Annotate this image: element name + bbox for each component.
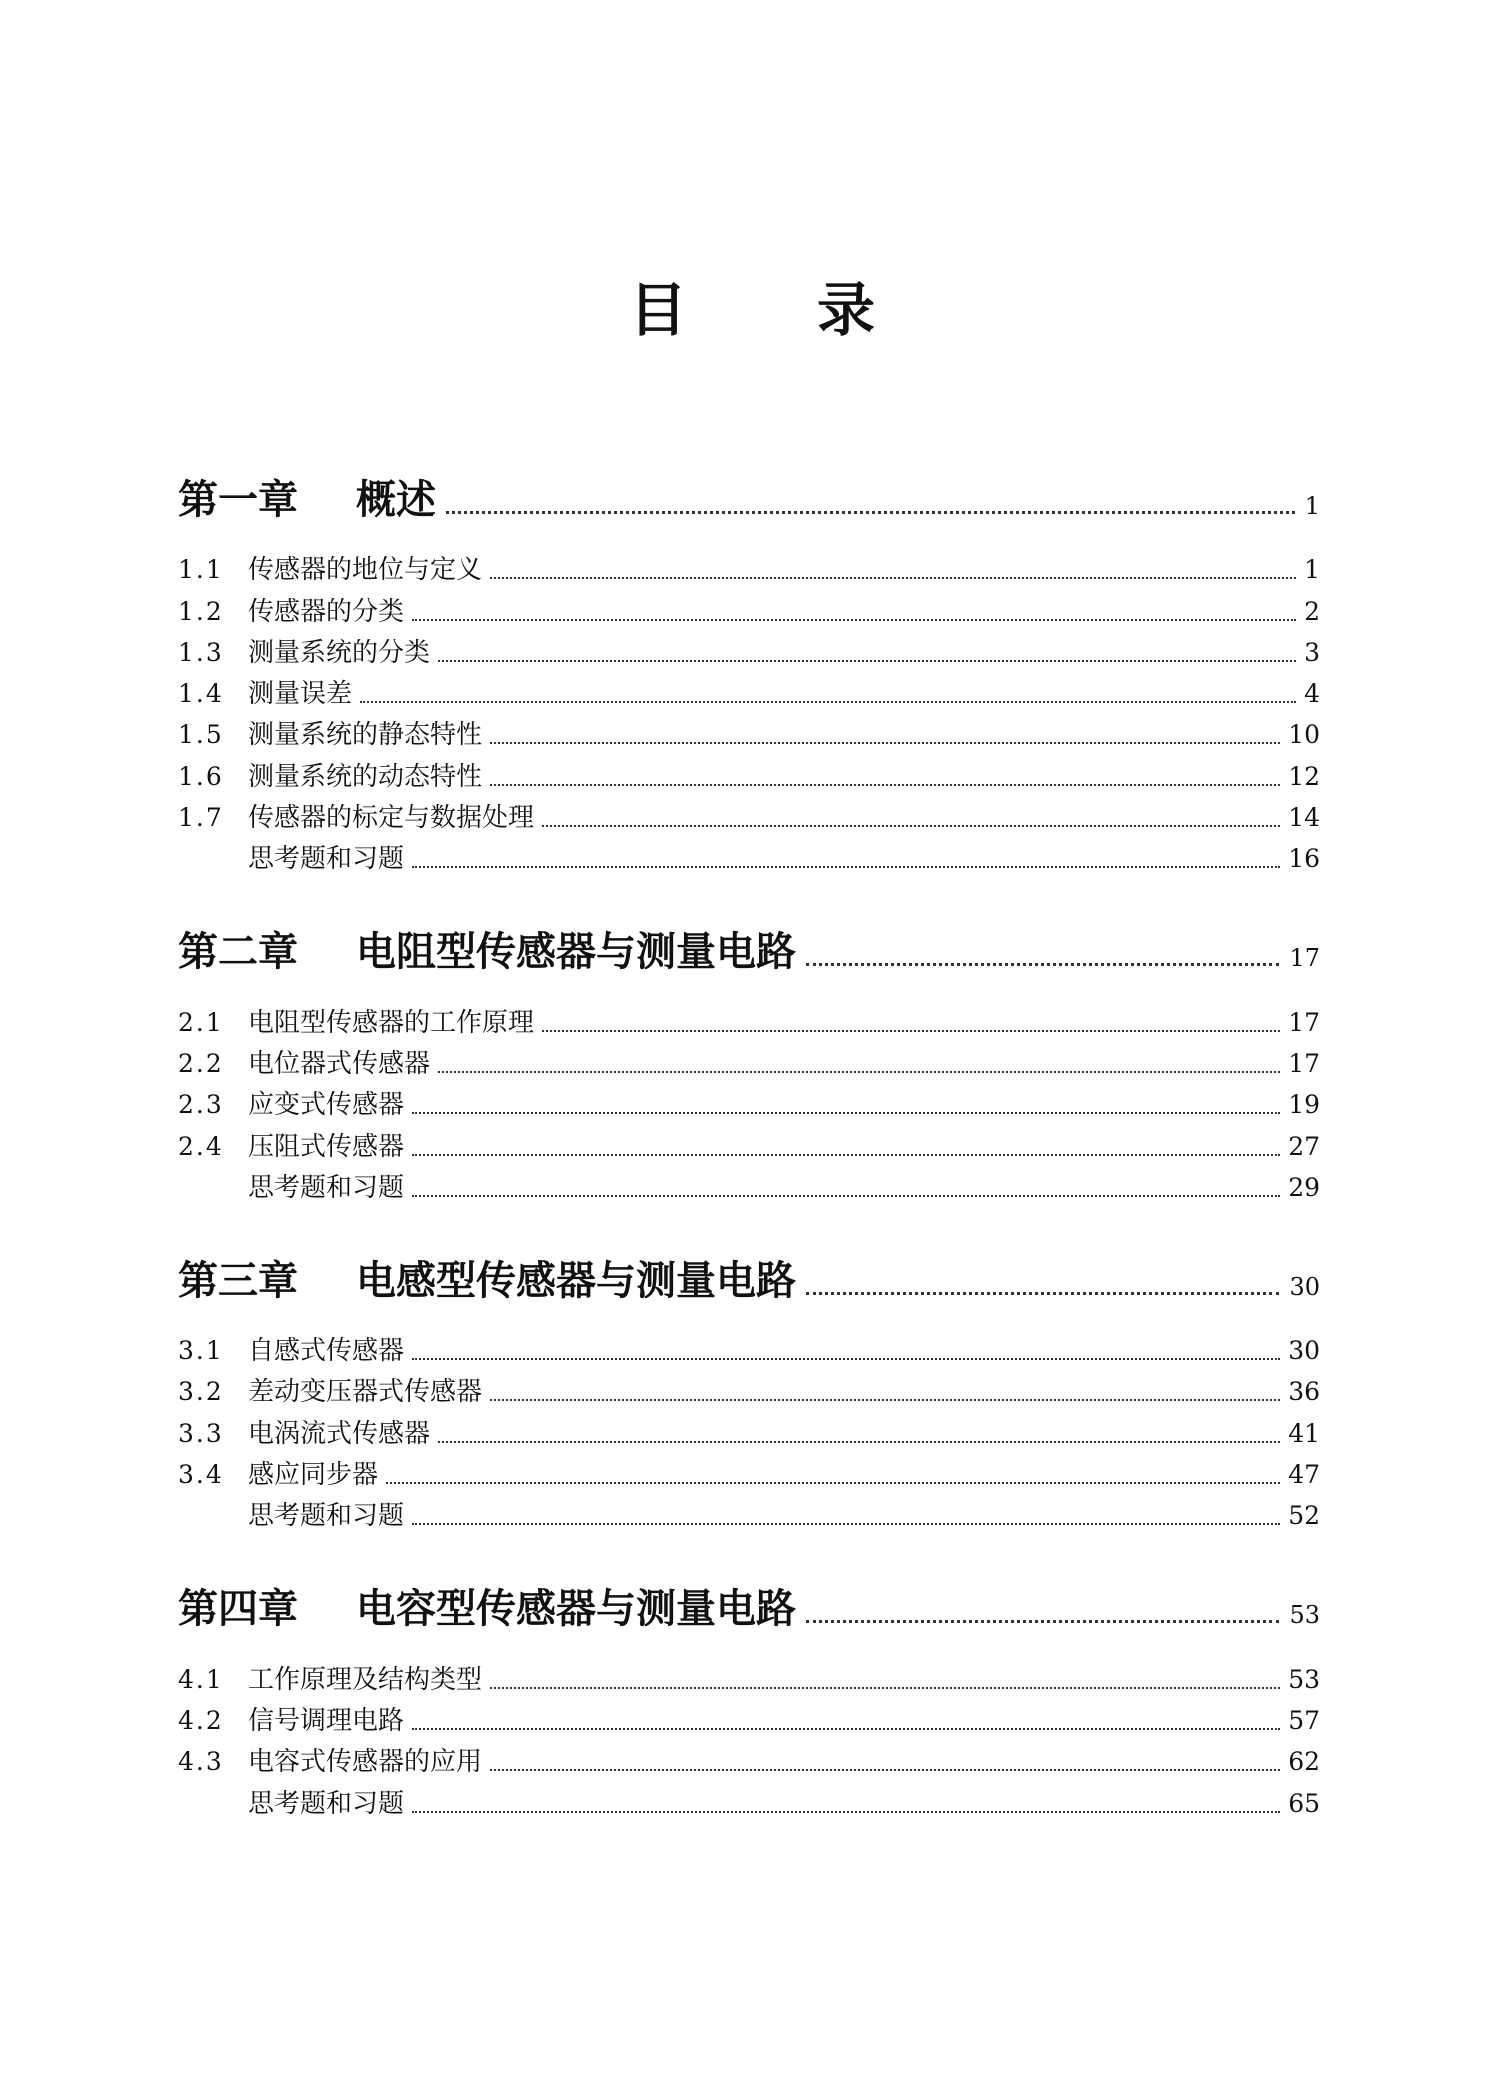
section-page-number: 62 <box>1288 1747 1320 1777</box>
section-page-number: 41 <box>1288 1418 1320 1448</box>
section-title: 思考题和习题 <box>248 844 405 875</box>
toc-entry[interactable] <box>178 1740 1320 1781</box>
chapter-heading[interactable] <box>178 1557 1320 1637</box>
section-number: 4.2 <box>178 1705 224 1735</box>
section-page-number: 53 <box>1288 1664 1320 1694</box>
section-page-number: 17 <box>1288 1007 1320 1037</box>
section-number: 1.3 <box>178 637 224 667</box>
toc-entry[interactable] <box>178 1657 1320 1698</box>
dot-leader <box>438 1441 1280 1443</box>
chapter-number: 第一章 <box>178 477 298 523</box>
toc-entry[interactable] <box>178 837 1320 878</box>
chapter-heading[interactable] <box>178 448 1320 528</box>
section-title: 电阻型传感器的工作原理 <box>248 1007 535 1038</box>
toc-entry[interactable] <box>178 1124 1320 1165</box>
chapter-title: 电容型传感器与测量电路 <box>356 1586 796 1633</box>
section-title: 传感器的地位与定义 <box>248 555 483 586</box>
section-page-number: 10 <box>1288 720 1320 750</box>
section-title: 测量系统的动态特性 <box>248 761 483 792</box>
section-number: 2.2 <box>178 1048 224 1078</box>
section-title: 压阻式传感器 <box>248 1131 405 1162</box>
section-title: 工作原理及结构类型 <box>248 1664 483 1695</box>
section-number: 3.3 <box>178 1418 224 1448</box>
dot-leader <box>806 1620 1279 1623</box>
section-title: 差动变压器式传感器 <box>248 1377 483 1408</box>
section-number: 1.5 <box>178 720 224 750</box>
section-number: 3.1 <box>178 1336 224 1366</box>
dot-leader <box>412 1195 1280 1197</box>
section-title: 信号调理电路 <box>248 1705 405 1736</box>
dot-leader <box>438 660 1296 662</box>
toc-entry[interactable] <box>178 1494 1320 1535</box>
section-page-number: 4 <box>1304 679 1320 709</box>
toc-entry[interactable] <box>178 1329 1320 1370</box>
chapter-number: 第四章 <box>178 1586 298 1633</box>
section-page-number: 65 <box>1288 1788 1320 1818</box>
page-title: 目录 <box>628 276 1005 344</box>
section-number: 4.3 <box>178 1747 224 1777</box>
dot-leader <box>542 825 1280 827</box>
toc-entry[interactable] <box>178 796 1320 837</box>
chapter-number: 第二章 <box>178 929 298 976</box>
section-page-number: 52 <box>1288 1501 1320 1531</box>
chapter-3 <box>178 1229 1320 1535</box>
section-page-number: 27 <box>1288 1131 1320 1161</box>
section-page-number: 12 <box>1288 761 1320 791</box>
section-number: 1.4 <box>178 679 224 709</box>
toc-entry[interactable] <box>178 1370 1320 1411</box>
dot-leader <box>360 701 1296 703</box>
chapter-2 <box>178 900 1320 1206</box>
section-page-number: 1 <box>1304 555 1320 585</box>
section-title: 传感器的分类 <box>248 596 405 627</box>
section-page-number: 2 <box>1304 596 1320 626</box>
section-page-number: 17 <box>1288 1048 1320 1078</box>
toc-entry[interactable] <box>178 548 1320 589</box>
toc-entry[interactable] <box>178 1083 1320 1124</box>
section-title: 电位器式传感器 <box>248 1048 431 1079</box>
section-title: 思考题和习题 <box>248 1788 405 1819</box>
dot-leader <box>412 1358 1280 1360</box>
section-title: 电涡流式传感器 <box>248 1418 431 1449</box>
dot-leader <box>412 619 1296 621</box>
chapter-heading[interactable] <box>178 900 1320 980</box>
section-number: 4.1 <box>178 1664 224 1694</box>
section-page-number: 3 <box>1304 637 1320 667</box>
toc-entry[interactable] <box>178 1000 1320 1041</box>
section-title: 思考题和习题 <box>248 1501 405 1532</box>
section-number: 3.4 <box>178 1460 224 1490</box>
dot-leader <box>412 1811 1280 1813</box>
chapter-1 <box>178 448 1320 878</box>
section-page-number: 57 <box>1288 1705 1320 1735</box>
chapter-page-number: 17 <box>1289 944 1320 973</box>
chapter-4 <box>178 1557 1320 1822</box>
toc-entry[interactable] <box>178 1411 1320 1452</box>
section-number: 3.2 <box>178 1377 224 1407</box>
section-title: 自感式传感器 <box>248 1336 405 1367</box>
section-title: 测量误差 <box>248 679 353 710</box>
dot-leader <box>412 1523 1280 1525</box>
dot-leader <box>490 742 1280 744</box>
section-title: 测量系统的静态特性 <box>248 720 483 751</box>
toc-entry[interactable] <box>178 1699 1320 1740</box>
toc-entry[interactable] <box>178 1453 1320 1494</box>
dot-leader <box>806 1292 1279 1295</box>
section-title: 电容式传感器的应用 <box>248 1747 483 1778</box>
section-title: 思考题和习题 <box>248 1172 405 1203</box>
dot-leader <box>412 1154 1280 1156</box>
section-page-number: 19 <box>1288 1090 1320 1120</box>
section-page-number: 29 <box>1288 1172 1320 1202</box>
dot-leader <box>412 866 1280 868</box>
section-page-number: 30 <box>1288 1336 1320 1366</box>
table-of-contents <box>178 448 1320 1845</box>
toc-entry[interactable] <box>178 713 1320 754</box>
dot-leader <box>490 1399 1280 1401</box>
dot-leader <box>412 1728 1280 1730</box>
section-number: 2.3 <box>178 1090 224 1120</box>
dot-leader <box>446 511 1295 514</box>
section-number: 1.1 <box>178 555 224 585</box>
chapter-title: 电阻型传感器与测量电路 <box>356 929 796 976</box>
section-page-number: 47 <box>1288 1460 1320 1490</box>
chapter-page-number: 53 <box>1289 1601 1320 1630</box>
dot-leader <box>412 1112 1280 1114</box>
toc-entry[interactable] <box>178 1781 1320 1822</box>
section-page-number: 36 <box>1288 1377 1320 1407</box>
toc-entry[interactable] <box>178 672 1320 713</box>
chapter-page-number: 1 <box>1304 492 1320 520</box>
section-page-number: 14 <box>1288 803 1320 833</box>
chapter-number: 第三章 <box>178 1257 298 1304</box>
section-number: 1.2 <box>178 596 224 626</box>
section-page-number: 16 <box>1288 844 1320 874</box>
section-number: 2.1 <box>178 1007 224 1037</box>
toc-entry[interactable] <box>178 1166 1320 1207</box>
toc-entry[interactable] <box>178 631 1320 672</box>
dot-leader <box>490 784 1280 786</box>
dot-leader <box>490 1769 1280 1771</box>
chapter-title: 概述 <box>356 477 436 523</box>
dot-leader <box>386 1482 1280 1484</box>
chapter-heading[interactable] <box>178 1229 1320 1309</box>
chapter-page-number: 30 <box>1289 1272 1320 1301</box>
toc-entry[interactable] <box>178 589 1320 630</box>
dot-leader <box>806 963 1279 966</box>
section-title: 感应同步器 <box>248 1460 379 1491</box>
toc-entry[interactable] <box>178 754 1320 795</box>
section-number: 1.6 <box>178 761 224 791</box>
section-title: 应变式传感器 <box>248 1090 405 1121</box>
section-number: 2.4 <box>178 1131 224 1161</box>
toc-entry[interactable] <box>178 1042 1320 1083</box>
dot-leader <box>490 1687 1280 1689</box>
dot-leader <box>542 1030 1280 1032</box>
dot-leader <box>490 577 1296 579</box>
section-title: 传感器的标定与数据处理 <box>248 803 535 834</box>
section-title: 测量系统的分类 <box>248 637 431 668</box>
chapter-title: 电感型传感器与测量电路 <box>356 1257 796 1304</box>
dot-leader <box>438 1071 1280 1073</box>
section-number: 1.7 <box>178 803 224 833</box>
